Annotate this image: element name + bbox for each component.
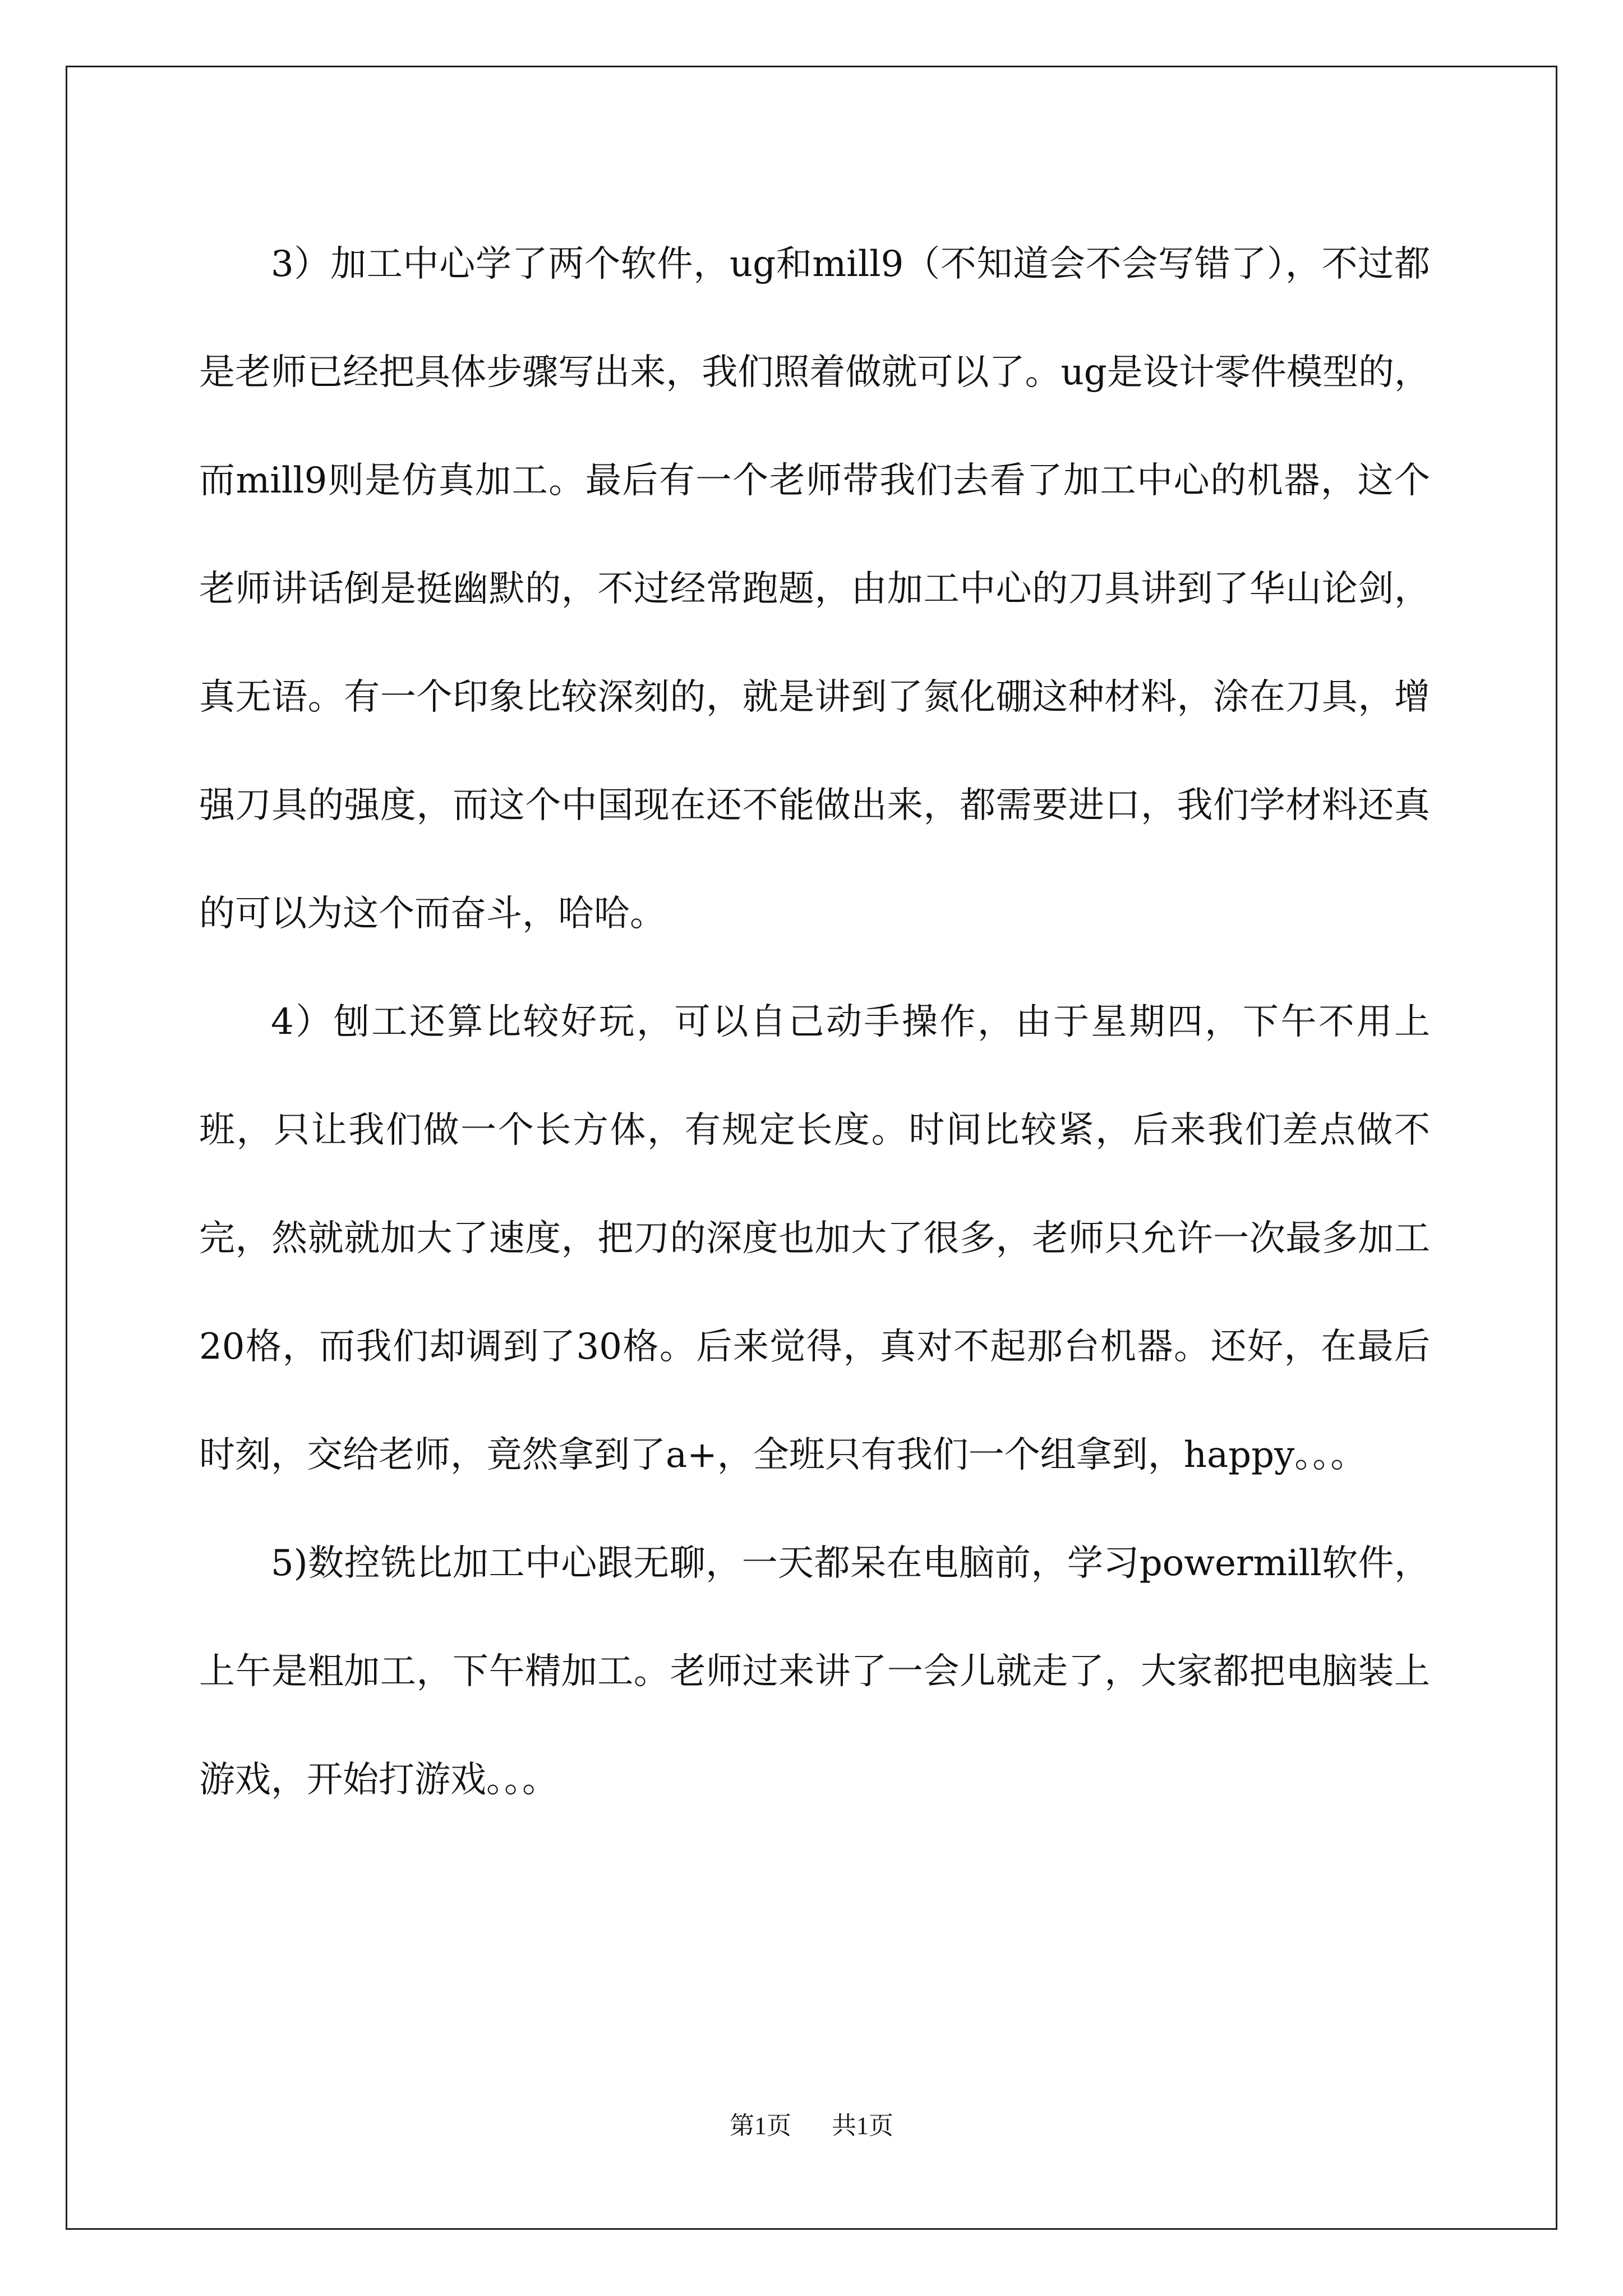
- page-number: 第1页: [730, 2112, 791, 2139]
- paragraph-4: 4）刨工还算比较好玩，可以自己动手操作，由于星期四，下午不用上班，只让我们做一个长方体，有规定长度。时间比较紧，后来我们差点做不完，然就就加大了速度，把刀的深度也加大了很多，老师只允许一次最多加工20格，而我们却调到了30格。后来觉得，真对不起那台机器。还好，在最后时刻，交给老师，竟然拿到了a+，全班只有我们一个组拿到，happy。。。: [199, 1001, 1430, 1476]
- paragraph-5: 5)数控铣比加工中心跟无聊，一天都呆在电脑前，学习powermill软件，上午是粗加工，下午精加工。老师过来讲了一会儿就走了，大家都把电脑装上游戏，开始打游戏。。。: [199, 1543, 1430, 1801]
- paragraph-3: 3）加工中心学了两个软件，ug和mill9（不知道会不会写错了），不过都是老师已经把具体步骤写出来，我们照着做就可以了。ug是设计零件模型的，而mill9则是仿真加工。最后有一个老师带我们去看了加工中心的机器，这个老师讲话倒是挺幽默的，不过经常跑题，由加工中心的刀具讲到了华山论剑，真无语。有一个印象比较深刻的，就是讲到了氮化硼这种材料，涂在刀具，增强刀具的强度，而这个中国现在还不能做出来，都需要进口，我们学材料还真的可以为这个而奋斗，哈哈。: [199, 243, 1430, 935]
- page-footer: [0, 2109, 1623, 2143]
- document-body: [199, 210, 1430, 1834]
- page-total: 共1页: [832, 2112, 893, 2139]
